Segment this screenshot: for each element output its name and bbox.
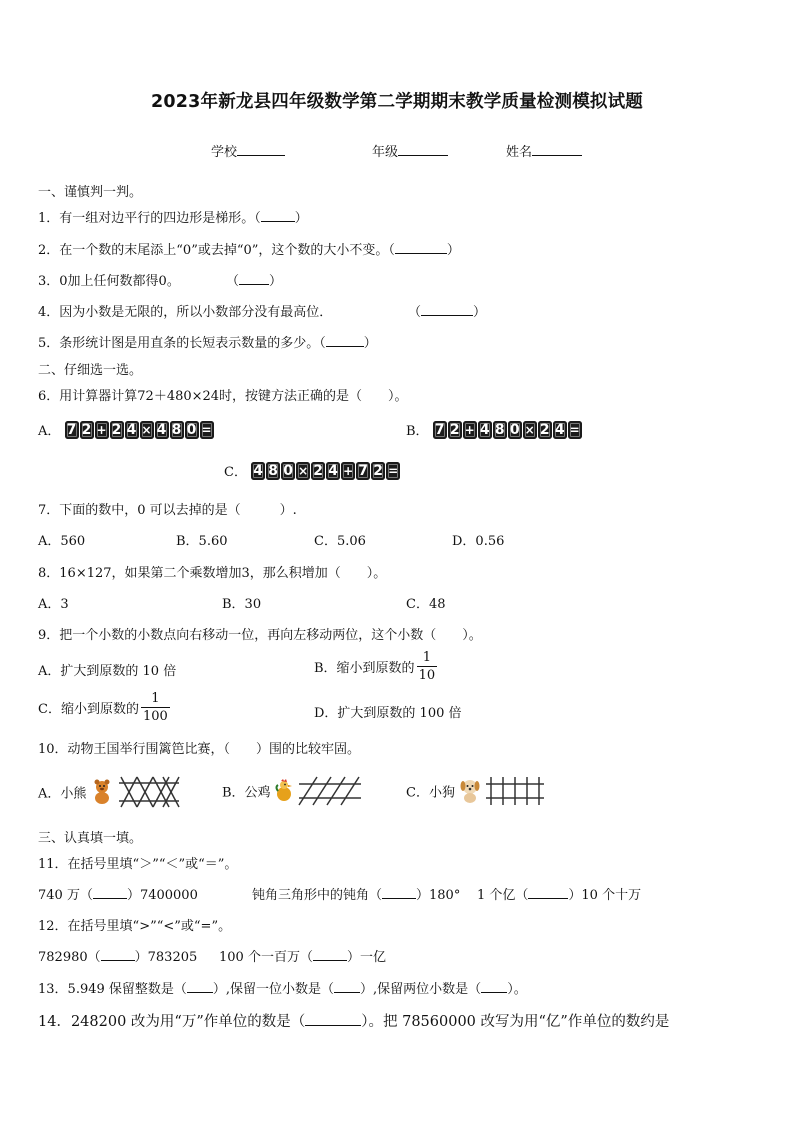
calculator-key: + (96, 422, 107, 437)
calculator-key: 7 (65, 421, 79, 439)
school-label: 学校 (211, 145, 238, 160)
option-text: C．缩小到原数的 (38, 702, 139, 717)
q13-text-3: ）,保留两位小数是（ (360, 982, 482, 997)
answer-blank[interactable] (239, 271, 269, 285)
q7-option-d[interactable]: D．0.56 (452, 534, 505, 549)
calculator-key: 8 (266, 462, 280, 480)
q7-option-b[interactable]: B．5.60 (176, 534, 228, 549)
question-3-text: 3．0加上任何数都得0。 (38, 274, 180, 289)
calculator-key: 2 (371, 462, 385, 480)
section-heading-3: 三、认真填一填。 (38, 831, 143, 846)
question-3 (38, 270, 180, 289)
fraction-denominator: 10 (418, 668, 436, 683)
question-13 (38, 978, 527, 997)
item-text: 740 万（ (38, 888, 93, 903)
question-3-answer (226, 270, 282, 289)
q10-option-b[interactable] (222, 776, 363, 806)
item-text: 钝角三角形中的钝角（ (252, 888, 383, 903)
paren-close: ） (269, 274, 283, 289)
paren-close: ） (473, 305, 487, 320)
q11-item-b (252, 884, 460, 903)
calculator-key: 4 (155, 421, 169, 439)
option-text: B．公鸡 (222, 785, 271, 801)
calculator-key: 7 (356, 462, 370, 480)
question-4-answer (408, 301, 486, 320)
q13-text-4: ）。 (507, 982, 527, 997)
name-field (506, 141, 582, 160)
grade-label: 年级 (372, 145, 399, 160)
grade-field (372, 141, 448, 160)
calculator-key: 2 (311, 462, 325, 480)
q11-item-c (477, 884, 641, 903)
calculator-key: 4 (125, 421, 139, 439)
paren-close: ） (363, 336, 377, 351)
calculator-key: 4 (326, 462, 340, 480)
answer-blank[interactable] (261, 208, 295, 222)
fraction (417, 651, 438, 682)
calculator-key: 2 (538, 421, 552, 439)
calculator-key: 0 (281, 462, 295, 480)
answer-blank[interactable] (93, 885, 127, 899)
q12-item-b (219, 946, 386, 965)
bear-icon (91, 779, 113, 805)
calculator-key: = (569, 422, 580, 437)
fraction-numerator: 1 (417, 651, 438, 667)
q10-option-a[interactable] (38, 776, 181, 808)
calculator-key: + (464, 422, 475, 437)
q8-option-b[interactable]: B．30 (222, 597, 262, 612)
calculator-key: 4 (251, 462, 265, 480)
option-label: B． (406, 424, 429, 439)
option-text: A．小熊 (38, 786, 87, 802)
calculator-key: 8 (493, 421, 507, 439)
calculator-keys-c (251, 462, 400, 480)
q6-option-c[interactable] (224, 461, 400, 480)
answer-blank[interactable] (187, 979, 213, 993)
rooster-icon (275, 779, 293, 803)
page-title: 2023年新龙县四年级数学第二学期期末教学质量检测模拟试题 (150, 92, 643, 112)
answer-blank[interactable] (421, 302, 473, 316)
fraction-numerator: 1 (141, 692, 170, 708)
question-1 (38, 207, 308, 226)
question-2 (38, 239, 460, 258)
calculator-key: 7 (433, 421, 447, 439)
dog-icon (459, 778, 481, 804)
question-10: 10．动物王国举行围篱笆比赛，（ ）围的比较牢固。 (38, 742, 361, 757)
calculator-key: = (201, 422, 212, 437)
q8-option-c[interactable]: C．48 (406, 597, 446, 612)
question-5-text: 5．条形统计图是用直条的长短表示数量的多少。（ (38, 336, 326, 351)
q6-option-b[interactable] (406, 420, 582, 439)
item-text: ）7400000 (126, 888, 198, 903)
question-1-text: 1．有一组对边平行的四边形是梯形。（ (38, 211, 261, 226)
school-field (211, 141, 285, 160)
calculator-key: 0 (508, 421, 522, 439)
calculator-key: × (141, 422, 152, 437)
q14-text-2: ）。把 78560000 改写为用“亿”作单位的数约是 (361, 1014, 670, 1030)
item-text: ）783205 (134, 950, 198, 965)
q11-item-a (38, 884, 198, 903)
paren-close: ） (294, 211, 308, 226)
fence-grid-icon (485, 776, 545, 806)
answer-blank[interactable] (334, 979, 360, 993)
paren-close: ） (446, 243, 460, 258)
q7-option-a[interactable]: A．560 (38, 534, 86, 549)
paren-open: （ (226, 274, 240, 289)
option-text: C．小狗 (406, 785, 455, 801)
item-text: 782980（ (38, 950, 101, 965)
name-label: 姓名 (506, 145, 533, 160)
q9-option-b[interactable] (314, 651, 437, 682)
q13-text-1: 13．5.949 保留整数是（ (38, 982, 187, 997)
section-heading-1: 一、谨慎判一判。 (38, 185, 143, 200)
q7-option-c[interactable]: C．5.06 (314, 534, 366, 549)
question-6: 6．用计算器计算72＋480×24时，按键方法正确的是（ ）。 (38, 389, 408, 404)
question-14 (38, 1010, 669, 1031)
question-12: 12．在括号里填“>”“<”或“=”。 (38, 919, 232, 934)
item-text: 1 个亿（ (477, 888, 529, 903)
answer-blank[interactable] (305, 1012, 361, 1026)
q10-option-c[interactable] (406, 776, 545, 806)
question-11: 11．在括号里填“＞”“＜”或“＝”。 (38, 857, 238, 872)
calculator-key: 2 (110, 421, 124, 439)
q8-option-a[interactable]: A．3 (38, 597, 69, 612)
item-text: 100 个一百万（ (219, 950, 313, 965)
q14-text-1: 14．248200 改为用“万”作单位的数是（ (38, 1014, 306, 1030)
item-text: ）一亿 (346, 950, 386, 965)
answer-blank[interactable] (382, 885, 416, 899)
question-8: 8．16×127，如果第二个乘数增加3，那么积增加（ ）。 (38, 566, 387, 581)
q6-option-a[interactable] (38, 420, 214, 439)
option-label: C． (224, 465, 247, 480)
item-text: ）180° (416, 888, 461, 903)
grade-blank[interactable] (398, 142, 448, 156)
answer-blank[interactable] (395, 240, 447, 254)
question-4-text: 4．因为小数是无限的，所以小数部分没有最高位． (38, 305, 333, 320)
calculator-key: 2 (448, 421, 462, 439)
q9-option-d[interactable]: D．扩大到原数的 100 倍 (314, 706, 462, 721)
calculator-keys-a (65, 421, 214, 439)
calculator-key: = (388, 463, 399, 478)
calculator-key: 0 (185, 421, 199, 439)
option-label: A． (38, 424, 61, 439)
school-blank[interactable] (237, 142, 285, 156)
calculator-key: × (524, 422, 535, 437)
calculator-key: 8 (170, 421, 184, 439)
q13-text-2: ）,保留一位小数是（ (212, 982, 335, 997)
calculator-key: + (343, 463, 354, 478)
answer-blank[interactable] (326, 333, 364, 347)
question-5 (38, 332, 377, 351)
q9-option-a[interactable]: A．扩大到原数的 10 倍 (38, 664, 177, 679)
answer-blank[interactable] (313, 947, 347, 961)
calculator-keys-b (433, 421, 582, 439)
section-heading-2: 二、仔细选一选。 (38, 363, 143, 378)
q9-option-c[interactable] (38, 692, 170, 723)
question-4 (38, 301, 332, 320)
q12-item-a (38, 946, 197, 965)
fence-slant-icon (297, 776, 363, 806)
fence-cross-icon (117, 776, 181, 808)
answer-blank[interactable] (528, 885, 568, 899)
fraction (141, 692, 170, 723)
calculator-key: 2 (80, 421, 94, 439)
fraction-denominator: 100 (142, 709, 168, 724)
calculator-key: × (298, 463, 309, 478)
question-9: 9．把一个小数的小数点向右移动一位，再向左移动两位，这个小数（ ）。 (38, 628, 482, 643)
paren-open: （ (408, 305, 422, 320)
answer-blank[interactable] (101, 947, 135, 961)
answer-blank[interactable] (481, 979, 507, 993)
question-7: 7．下面的数中，0 可以去掉的是（ ）. (38, 503, 297, 518)
calculator-key: 4 (478, 421, 492, 439)
calculator-key: 4 (553, 421, 567, 439)
item-text: ）10 个十万 (568, 888, 642, 903)
question-2-text: 2．在一个数的末尾添上“0”或去掉“0”，这个数的大小不变。（ (38, 243, 395, 258)
option-text: B．缩小到原数的 (314, 661, 415, 676)
name-blank[interactable] (532, 142, 582, 156)
